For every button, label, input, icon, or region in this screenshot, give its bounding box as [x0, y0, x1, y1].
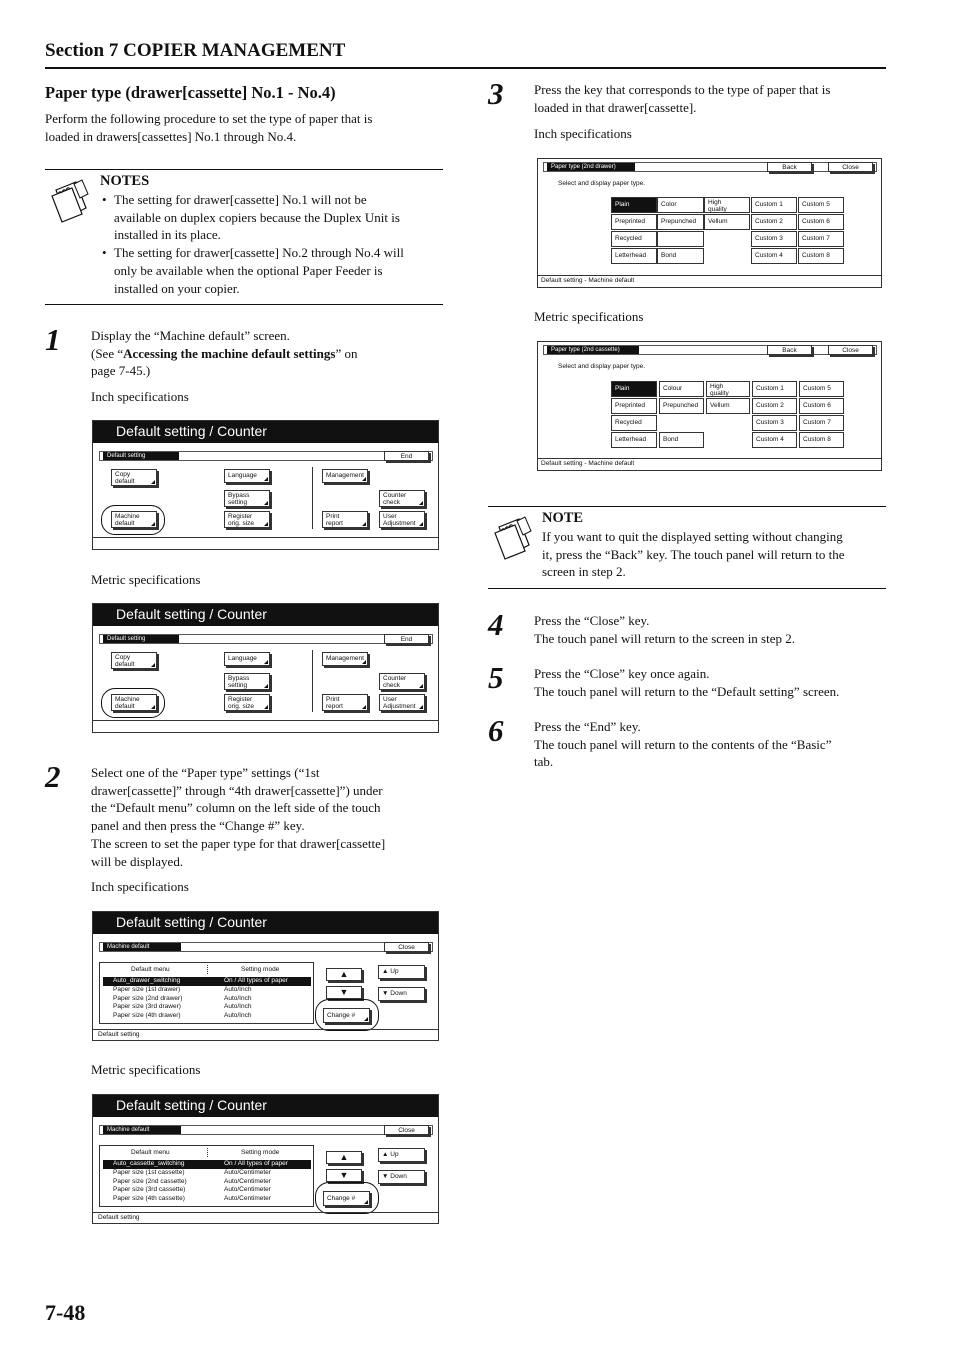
title-bar	[99, 451, 433, 461]
notepad-icon	[48, 178, 90, 224]
paper-recycled-button[interactable]: Recycled	[611, 231, 657, 247]
down-button[interactable]: ▼ Down	[378, 1170, 425, 1184]
spec-label: Metric specifications	[91, 572, 201, 587]
paper-color-button[interactable]: Color	[657, 197, 704, 213]
register-orig-size-button[interactable]: Register orig. size	[224, 511, 270, 528]
machine-default-screen-metric	[92, 1094, 439, 1224]
paper-custom-6-button[interactable]: Custom 6	[798, 214, 844, 230]
panel-header: Default setting / Counter	[93, 1095, 438, 1117]
paper-plain-button[interactable]: Plain	[611, 197, 657, 213]
default-setting-screen-metric	[92, 603, 439, 733]
title-bar	[99, 942, 433, 952]
note-text: If you want to quit the displayed setting without changing it, press the “Back” key. The touch panel will return to the screen in step 2.	[542, 529, 845, 580]
note-item: • The setting for drawer[cassette] No.2 through No.4 will only be available when the optional Paper Feeder is installed on your copier.	[100, 244, 445, 297]
down-button[interactable]: ▼ Down	[378, 987, 425, 1001]
divider	[312, 650, 313, 712]
bypass-setting-button[interactable]: Bypass setting	[224, 673, 270, 690]
paper-letterhead-button[interactable]: Letterhead	[611, 432, 657, 448]
footer-text: Default setting - Machine default	[541, 460, 635, 467]
panel-header: Default setting / Counter	[93, 912, 438, 934]
print-report-button[interactable]: Print report	[322, 694, 368, 711]
up-button[interactable]: ▲ Up	[378, 965, 425, 979]
footer-text: Default setting	[98, 1214, 140, 1221]
up-triangle-icon: ▲	[382, 1151, 389, 1158]
copy-default-button[interactable]: Copy default	[111, 652, 157, 669]
section-title: Section 7 COPIER MANAGEMENT	[45, 40, 346, 61]
paper-bond-button[interactable]: Bond	[659, 432, 704, 448]
intro-line: loaded in drawers[cassettes] No.1 through No.4.	[45, 128, 297, 144]
paper-type-screen-inch	[537, 158, 882, 288]
footer-line	[93, 1029, 438, 1030]
spec-label: Inch specifications	[91, 879, 189, 894]
footer-text: Default setting	[98, 1031, 140, 1038]
note-box	[488, 506, 886, 589]
list-item[interactable]: Paper size (2nd drawer) Auto/Inch	[113, 994, 252, 1002]
user-adjustment-button[interactable]: User Adjustment	[379, 511, 425, 528]
list-item[interactable]: Paper size (3rd cassette) Auto/Centimeter	[113, 1186, 271, 1193]
back-button[interactable]: Back	[767, 345, 812, 355]
empty-cell	[657, 231, 704, 247]
paper-custom-1-button[interactable]: Custom 1	[752, 381, 797, 397]
machine-default-button[interactable]: Machine default	[111, 694, 157, 711]
paper-high-quality-button[interactable]: High quality	[704, 197, 750, 213]
paper-letterhead-button[interactable]: Letterhead	[611, 248, 657, 264]
user-adjustment-button[interactable]: User Adjustment	[379, 694, 425, 711]
paper-custom-3-button[interactable]: Custom 3	[752, 415, 797, 431]
paper-custom-3-button[interactable]: Custom 3	[751, 231, 797, 247]
instruction-text: Select and display paper type.	[558, 180, 646, 187]
end-button[interactable]: End	[384, 634, 429, 644]
divider	[312, 467, 313, 529]
bar-label: Machine default	[103, 1126, 181, 1134]
spec-label: Inch specifications	[534, 126, 632, 141]
paper-plain-button[interactable]: Plain	[611, 381, 657, 397]
step-number: 6	[488, 713, 504, 748]
notepad-icon	[491, 515, 533, 561]
bar-label: Default setting	[103, 635, 179, 643]
paper-colour-button[interactable]: Colour	[659, 381, 704, 397]
machine-default-button[interactable]: Machine default	[111, 511, 157, 528]
step6-text: Press the “End” key. The touch panel will return to the contents of the “Basic” tab.	[534, 719, 832, 770]
paper-custom-5-button[interactable]: Custom 5	[799, 381, 844, 397]
change-number-button[interactable]: Change #	[323, 1008, 370, 1023]
title-bar	[99, 1125, 433, 1135]
close-button[interactable]: Close	[828, 345, 873, 355]
close-button[interactable]: Close	[384, 942, 429, 952]
register-orig-size-button[interactable]: Register orig. size	[224, 694, 270, 711]
paper-custom-2-button[interactable]: Custom 2	[751, 214, 797, 230]
notes-title: NOTES	[100, 173, 150, 189]
footer-line	[93, 720, 438, 721]
footer-line	[93, 1212, 438, 1213]
management-button[interactable]: Management	[322, 652, 368, 666]
scroll-up-arrow-button[interactable]: ▲	[326, 968, 362, 981]
print-report-button[interactable]: Print report	[322, 511, 368, 528]
step-number: 3	[488, 76, 504, 111]
up-button[interactable]: ▲ Up	[378, 1148, 425, 1162]
step1-text: Display the “Machine default” screen. (See “Accessing the machine default settings” on page 7-45.)	[91, 328, 358, 379]
default-menu-list: Default menu Setting mode Auto_cassette_switching On / All types of paper Paper size (1st cassette) Auto/Centimeter Paper size (2nd cassette) Auto/Centimeter Paper size (3rd cassette) Auto/Centimeter Paper size (4th cassette) Auto/Centimeter	[99, 1145, 314, 1207]
title-bar	[543, 162, 877, 172]
paper-high-quality-button[interactable]: High quality	[706, 381, 750, 397]
paper-custom-5-button[interactable]: Custom 5	[798, 197, 844, 213]
management-button[interactable]: Management	[322, 469, 368, 483]
paper-preprinted-button[interactable]: Preprinted	[611, 214, 657, 230]
spec-label: Metric specifications	[534, 309, 644, 324]
step-number: 2	[45, 759, 61, 794]
paper-bond-button[interactable]: Bond	[657, 248, 704, 264]
paper-custom-6-button[interactable]: Custom 6	[799, 398, 844, 414]
paper-custom-8-button[interactable]: Custom 8	[798, 248, 844, 264]
scroll-up-arrow-button[interactable]: ▲	[326, 1151, 362, 1164]
step3-text: Press the key that corresponds to the type of paper that is loaded in that drawer[cassette].	[534, 82, 831, 115]
notes-list	[100, 191, 445, 297]
paper-type-screen-metric	[537, 341, 882, 471]
counter-check-button[interactable]: Counter check	[379, 673, 425, 690]
scroll-down-arrow-button[interactable]: ▼	[326, 1169, 362, 1182]
list-item[interactable]: Auto_drawer_switching On / All types of paper	[103, 977, 311, 986]
paper-preprinted-button[interactable]: Preprinted	[611, 398, 657, 414]
bar-label: Paper type (2nd cassette)	[547, 346, 639, 354]
notes-box	[45, 169, 443, 305]
paper-recycled-button[interactable]: Recycled	[611, 415, 657, 431]
step2-text: Select one of the “Paper type” settings (“1st drawer[cassette]” through “4th drawer[cassette]”) under the “Default menu” column on the left side of the touch panel and then press the “Change #” key. The screen to set the paper type for that drawer[cassette] will be displayed.	[91, 765, 386, 869]
note-title: NOTE	[542, 510, 584, 526]
scroll-down-arrow-button[interactable]: ▼	[326, 986, 362, 999]
end-button[interactable]: End	[384, 451, 429, 461]
default-menu-list: Default menu Setting mode Auto_drawer_switching On / All types of paper Paper size (1st drawer) Auto/Inch Paper size (2nd drawer) Auto/Inch Paper size (3rd drawer) Auto/Inch Paper size (4th drawer) Auto/Inch	[99, 962, 314, 1024]
panel-header: Default setting / Counter	[93, 421, 438, 443]
footer-text: Default setting - Machine default	[541, 277, 635, 284]
list-item[interactable]: Paper size (4th drawer) Auto/Inch	[113, 1011, 252, 1019]
close-button[interactable]: Close	[384, 1125, 429, 1135]
paper-custom-4-button[interactable]: Custom 4	[752, 432, 797, 448]
down-triangle-icon: ▼	[382, 1173, 389, 1180]
spec-label: Metric specifications	[91, 1062, 201, 1077]
list-item[interactable]: Paper size (1st cassette) Auto/Centimeter	[113, 1169, 271, 1176]
footer-line	[93, 537, 438, 538]
paper-custom-1-button[interactable]: Custom 1	[751, 197, 797, 213]
paper-prepunched-button[interactable]: Prepunched	[657, 214, 704, 230]
list-item[interactable]: Paper size (3rd drawer) Auto/Inch	[113, 1003, 252, 1010]
paper-custom-8-button[interactable]: Custom 8	[799, 432, 844, 448]
bar-label: Default setting	[103, 452, 179, 460]
section-rule	[45, 67, 886, 69]
machine-default-screen-inch	[92, 911, 439, 1041]
change-number-button[interactable]: Change #	[323, 1191, 370, 1206]
instruction-text: Select and display paper type.	[558, 363, 646, 370]
paper-vellum-button[interactable]: Vellum	[704, 214, 750, 230]
step-number: 4	[488, 607, 504, 642]
step5-text: Press the “Close” key once again. The touch panel will return to the “Default setting” screen.	[534, 666, 840, 699]
paper-custom-7-button[interactable]: Custom 7	[799, 415, 844, 431]
close-button[interactable]: Close	[828, 162, 873, 172]
paper-vellum-button[interactable]: Vellum	[706, 398, 750, 414]
spec-label: Inch specifications	[91, 389, 189, 404]
note-item: • The setting for drawer[cassette] No.1 will not be available on duplex copiers because the Duplex Unit is installed in its place.	[100, 191, 445, 244]
language-button[interactable]: Language	[224, 652, 270, 666]
step-number: 5	[488, 660, 504, 695]
paper-custom-4-button[interactable]: Custom 4	[751, 248, 797, 264]
step-number: 1	[45, 322, 61, 357]
footer-line	[538, 458, 881, 459]
title-bar	[99, 634, 433, 644]
list-item[interactable]: Paper size (4th cassette) Auto/Centimeter	[113, 1194, 271, 1202]
default-setting-screen-inch	[92, 420, 439, 550]
bar-label: Paper type (2nd drawer)	[547, 163, 635, 171]
bypass-setting-button[interactable]: Bypass setting	[224, 490, 270, 507]
counter-check-button[interactable]: Counter check	[379, 490, 425, 507]
copy-default-button[interactable]: Copy default	[111, 469, 157, 486]
panel-header: Default setting / Counter	[93, 604, 438, 626]
paper-custom-2-button[interactable]: Custom 2	[752, 398, 797, 414]
up-triangle-icon: ▲	[382, 968, 389, 975]
step4-text: Press the “Close” key. The touch panel will return to the screen in step 2.	[534, 613, 796, 646]
intro-line: Perform the following procedure to set the type of paper that is	[45, 111, 373, 126]
page-heading: Paper type (drawer[cassette] No.1 - No.4)	[45, 83, 336, 102]
bar-label: Machine default	[103, 943, 181, 951]
language-button[interactable]: Language	[224, 469, 270, 483]
paper-prepunched-button[interactable]: Prepunched	[659, 398, 704, 414]
footer-line	[538, 275, 881, 276]
title-bar	[543, 345, 877, 355]
page-number: 7-48	[45, 1300, 86, 1325]
list-item[interactable]: Paper size (1st drawer) Auto/Inch	[113, 986, 252, 993]
list-item[interactable]: Paper size (2nd cassette) Auto/Centimeter	[113, 1177, 271, 1185]
paper-custom-7-button[interactable]: Custom 7	[798, 231, 844, 247]
intro-text	[45, 110, 372, 145]
list-item[interactable]: Auto_cassette_switching On / All types of paper	[103, 1160, 311, 1169]
back-button[interactable]: Back	[767, 162, 812, 172]
down-triangle-icon: ▼	[382, 990, 389, 997]
